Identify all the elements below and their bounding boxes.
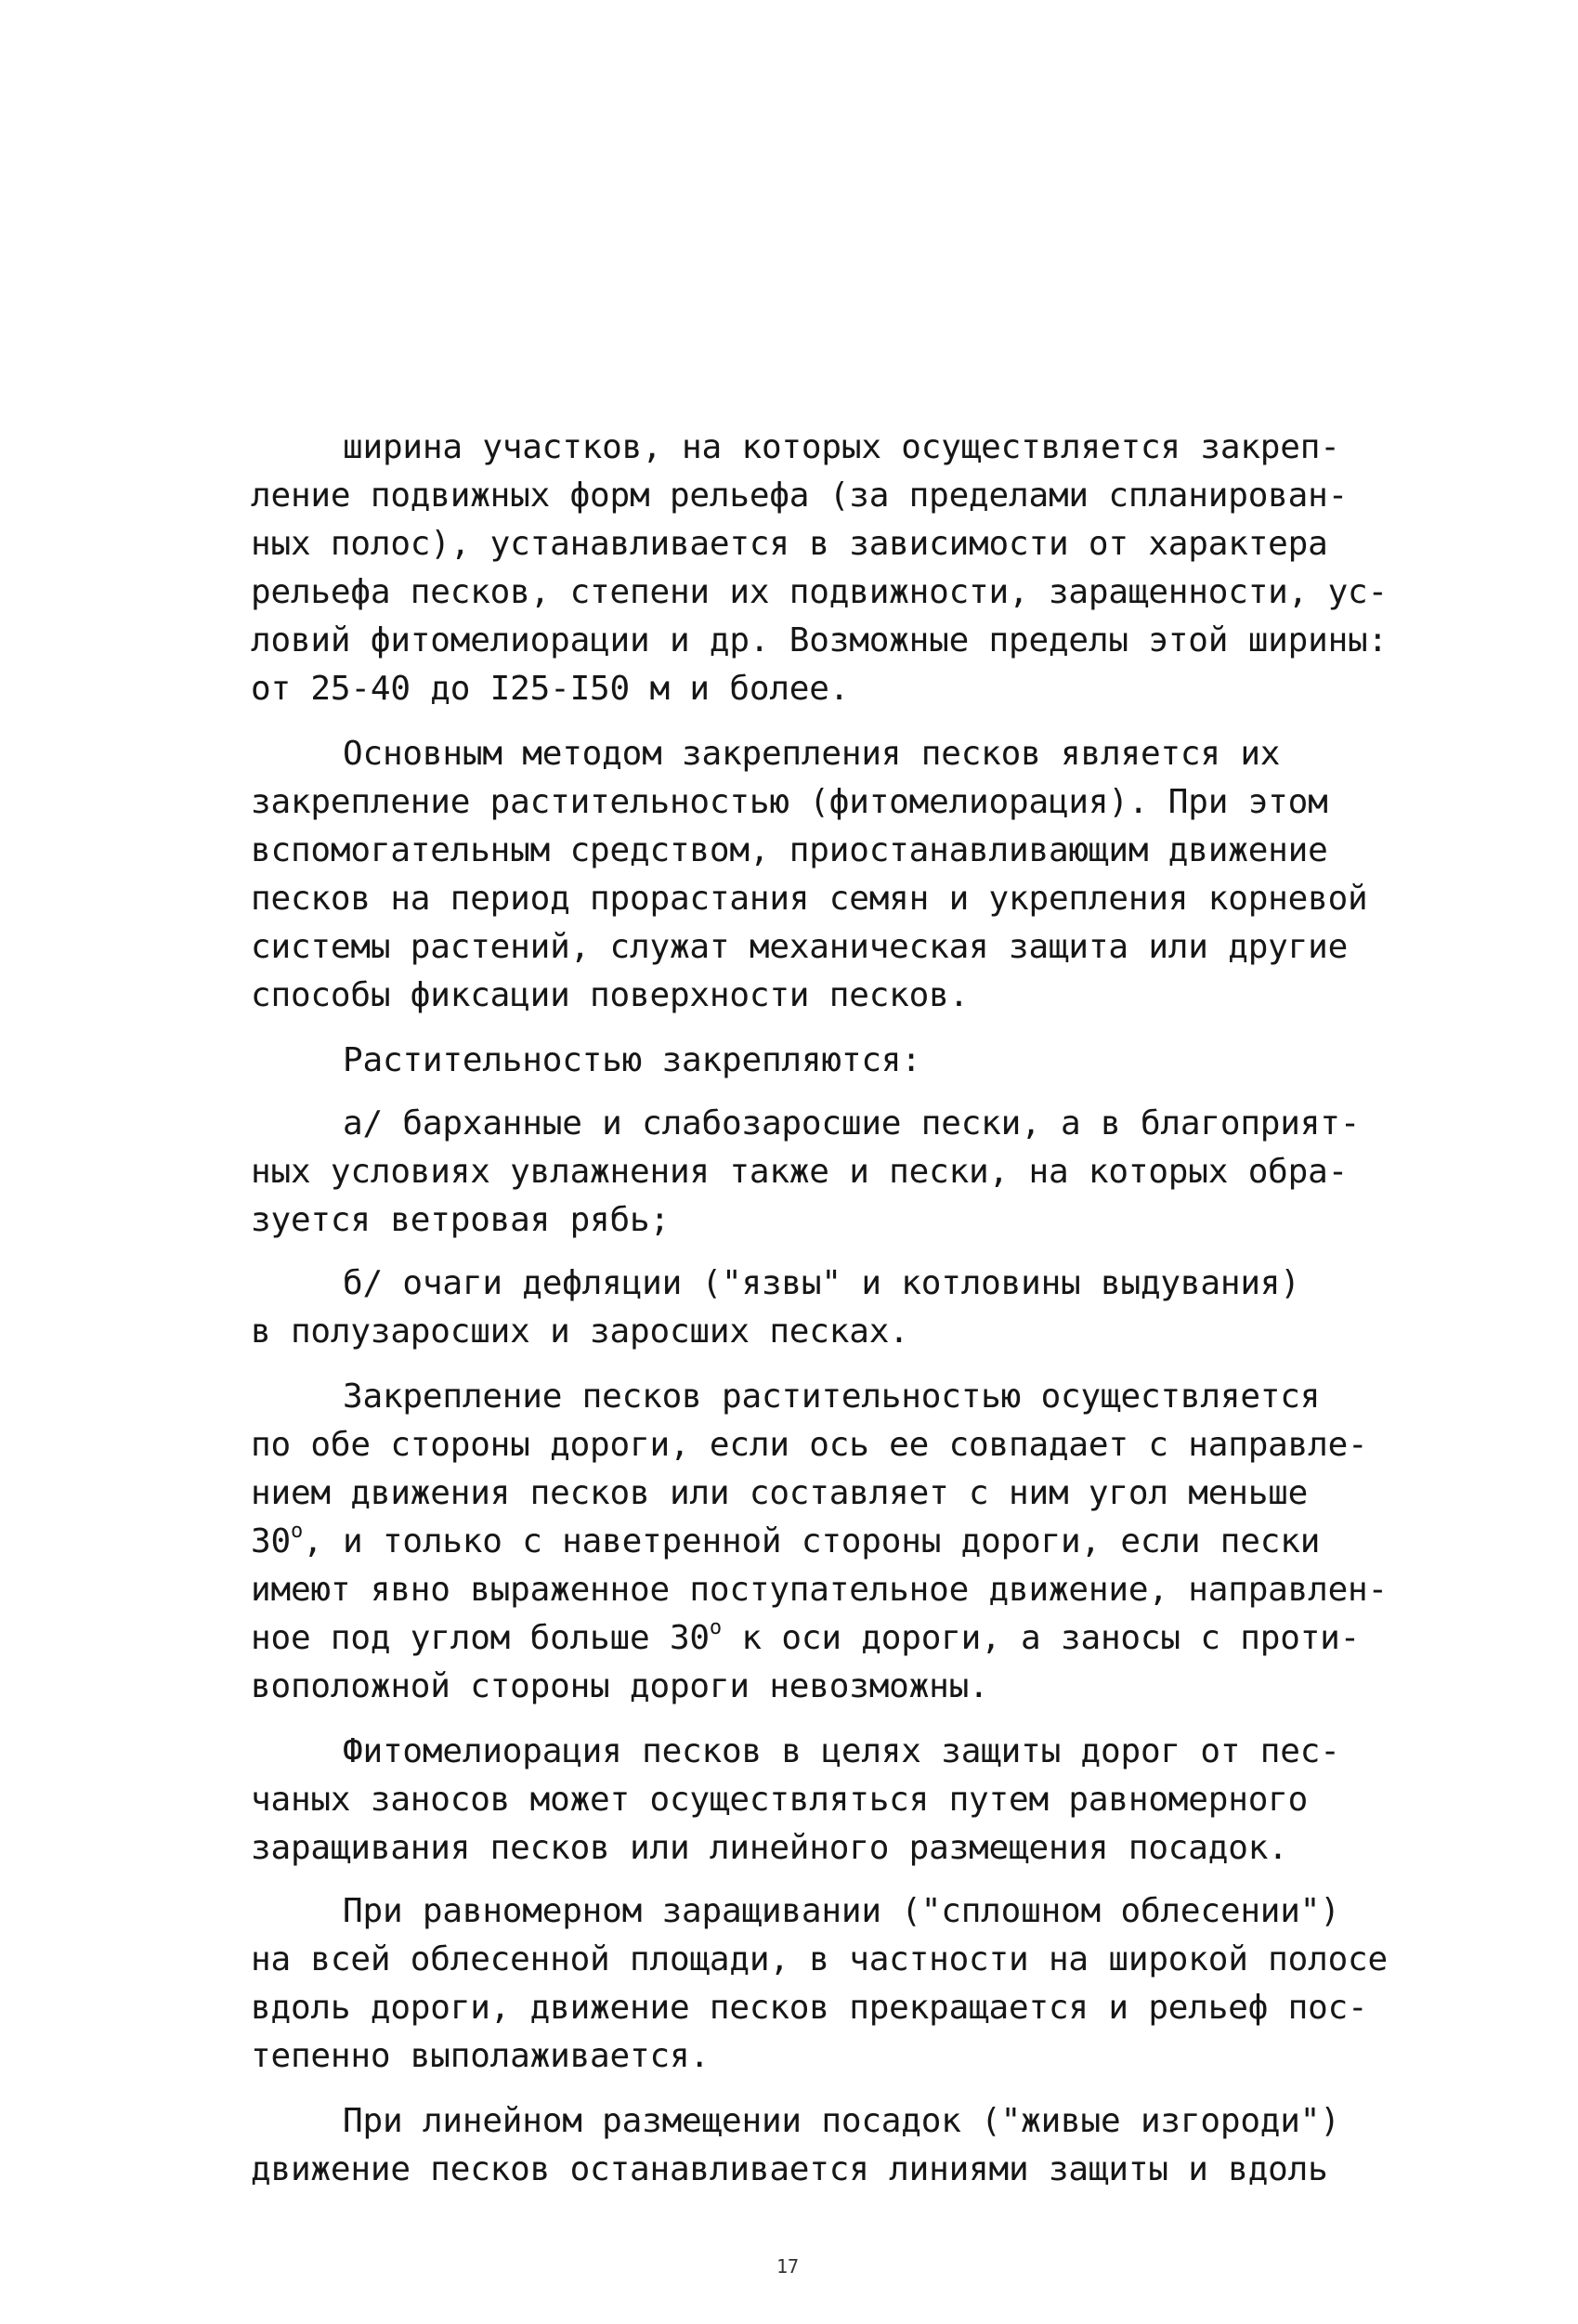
text-line: ловий фитомелиорации и др. Возможные пределы этой ширины: xyxy=(251,621,1389,659)
text-line: При линейном размещении посадок ("живые изгороди") xyxy=(343,2102,1340,2140)
text-line: Основным методом закрепления песков является их xyxy=(343,735,1281,773)
degree-sign: о xyxy=(290,1520,303,1543)
text-line: заращивания песков или линейного размещения посадок. xyxy=(251,1829,1288,1867)
text-line: в полузаросших и заросших песках. xyxy=(251,1312,909,1351)
text-line: ление подвижных форм рельефа (за пределами спланирован- xyxy=(251,477,1349,515)
text-line: закрепление растительностью (фитомелиорация). При этом xyxy=(251,783,1328,821)
text-line: имеют явно выраженное поступательное движение, направлен- xyxy=(251,1571,1389,1609)
text-line: от 25-40 до I25-I50 м и более. xyxy=(251,670,850,708)
text-line: чаных заносов может осуществляться путем равномерного xyxy=(251,1781,1309,1819)
text-line: тепенно выполаживается. xyxy=(251,2037,710,2075)
text-line xyxy=(251,1518,1320,1566)
text-line: ных условиях увлажнения также и пески, на которых обра- xyxy=(251,1153,1349,1191)
text-fragment: ное под углом больше 30 xyxy=(251,1619,710,1657)
text-line: системы растений, служат механическая защита или другие xyxy=(251,928,1349,966)
text-line: по обе стороны дороги, если ось ее совпадает с направле- xyxy=(251,1426,1368,1464)
text-fragment: к оси дороги, а заносы с проти- xyxy=(721,1619,1361,1657)
text-line: вспомогательным средством, приостанавливающим движение xyxy=(251,831,1328,869)
text-line: ных полос), устанавливается в зависимости от характера xyxy=(251,525,1328,563)
text-line: нием движения песков или составляет с ним угол меньше xyxy=(251,1474,1309,1512)
text-line: Растительностью закрепляются: xyxy=(343,1041,921,1079)
text-line: вдоль дороги, движение песков прекращается и рельеф пос- xyxy=(251,1989,1368,2027)
text-line: движение песков останавливается линиями защиты и вдоль xyxy=(251,2150,1328,2188)
text-line: воположной стороны дороги невозможны. xyxy=(251,1667,989,1705)
list-item-b: б/ очаги дефляции ("язвы" и котловины выдувания) xyxy=(343,1264,1300,1302)
text-line: зуется ветровая рябь; xyxy=(251,1201,670,1239)
text-line: способы фиксации поверхности песков. xyxy=(251,976,970,1014)
text-line: ширина участков, на которых осуществляется закреп- xyxy=(343,428,1340,466)
text-line: Закрепление песков растительностью осуществляется xyxy=(343,1377,1321,1416)
text-line: песков на период прорастания семян и укрепления корневой xyxy=(251,880,1368,918)
text-fragment: 30 xyxy=(251,1522,291,1560)
text-line: рельефа песков, степени их подвижности, заращенности, ус- xyxy=(251,573,1389,611)
text-line: Фитомелиорация песков в целях защиты дорог от пес- xyxy=(343,1732,1340,1770)
text-line: При равномерном заращивании ("сплошном облесении") xyxy=(343,1892,1340,1930)
list-item-a: а/ барханные и слабозаросшие пески, а в благоприят- xyxy=(343,1104,1361,1142)
text-line: на всей облесенной площади, в частности на широкой полосе xyxy=(251,1940,1389,1978)
degree-sign: о xyxy=(709,1616,722,1639)
text-fragment: , и только с наветренной стороны дороги, если пески xyxy=(303,1522,1321,1560)
text-line xyxy=(251,1614,1360,1663)
page-number: 17 xyxy=(776,2255,800,2278)
